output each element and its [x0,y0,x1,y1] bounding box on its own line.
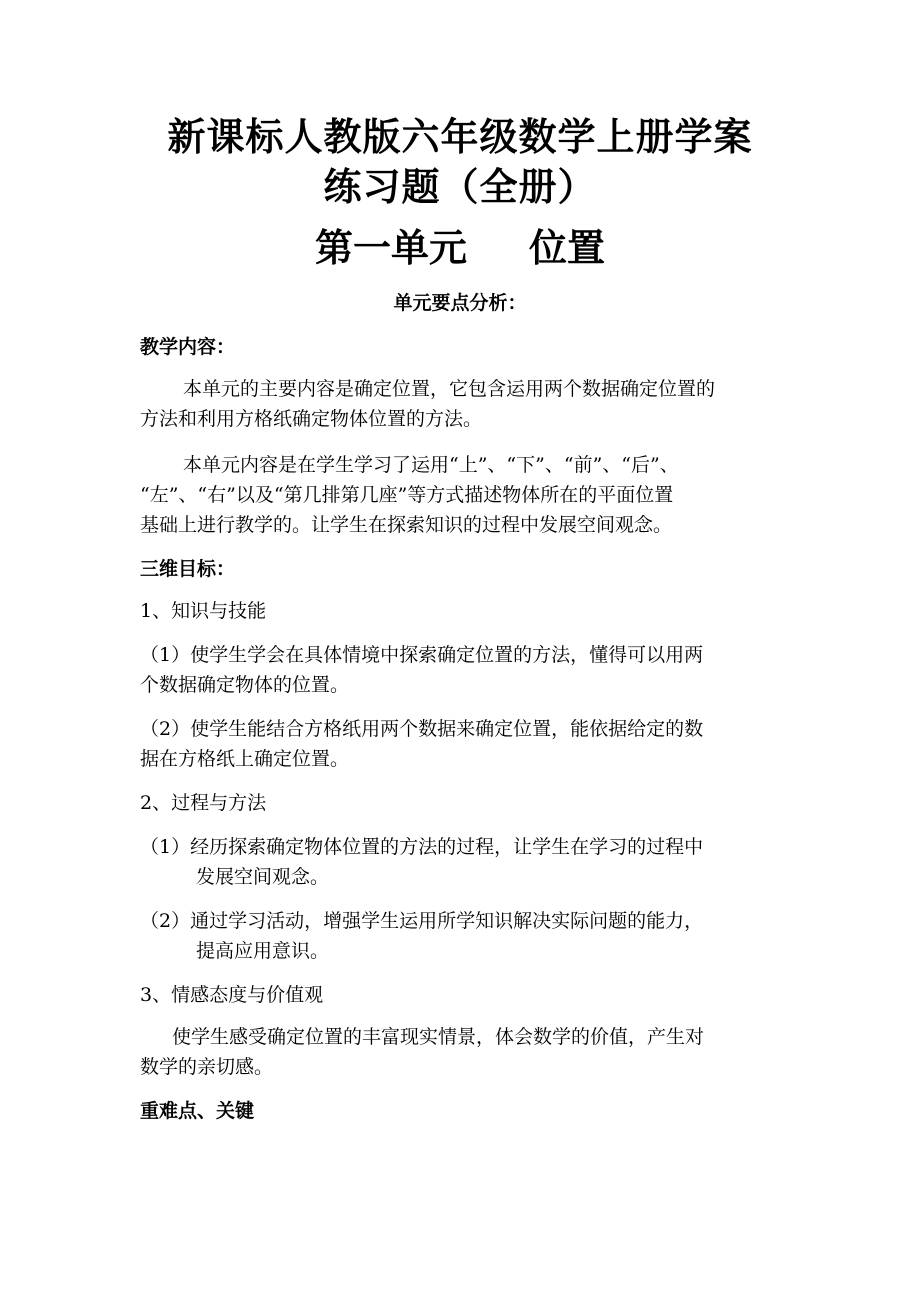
content-paragraph-2-line-1: 本单元内容是在学生学习了运用“上”、“下”、“前”、“后”、 [183,454,679,476]
goal-3-paragraph-line-2: 数学的亲切感。 [140,1056,274,1078]
goal-1-item-2-line-1: （2）使学生能结合方格纸用两个数据来确定位置，能依据给定的数 [140,718,704,740]
document-title-line-2: 练习题（全册） [323,164,597,209]
content-paragraph-2-line-2: “左”、“右”以及“第几排第几座”等方式描述物体所在的平面位置 [140,484,674,506]
goal-1-item-1-line-2: 个数据确定物体的位置。 [140,674,350,696]
content-paragraph-2-line-3: 基础上进行教学的。让学生在探索知识的过程中发展空间观念。 [140,514,673,536]
key-points-heading: 重难点、关键 [140,1100,255,1122]
content-paragraph-1-line-1: 本单元的主要内容是确定位置，它包含运用两个数据确定位置的 [183,378,716,400]
goal-1-item-1-line-1: （1）使学生学会在具体情境中探索确定位置的方法，懂得可以用两 [140,644,704,666]
goal-3-paragraph-line-1: 使学生感受确定位置的丰富现实情景，体会数学的价值，产生对 [172,1026,705,1048]
goal-2-item-2-line-1: （2）通过学习活动，增强学生运用所学知识解决实际问题的能力， [140,910,704,932]
analysis-heading: 单元要点分析： [393,292,527,314]
unit-name: 位置 [529,225,606,270]
goal-2-item-1-line-2: 发展空间观念。 [196,866,330,888]
goal-1-item-2-line-2: 据在方格纸上确定位置。 [140,748,350,770]
goal-3-heading: 3、情感态度与价值观 [140,984,324,1006]
unit-label: 第一单元 [314,225,467,270]
unit-title [0,224,920,272]
goal-2-item-1-line-1: （1）经历探索确定物体位置的方法的过程，让学生在学习的过程中 [140,836,704,858]
content-paragraph-1-line-2: 方法和利用方格纸确定物体位置的方法。 [140,408,483,430]
content-heading: 教学内容： [140,336,236,358]
goal-2-heading: 2、过程与方法 [140,792,267,814]
goal-2-item-2-line-2: 提高应用意识。 [196,940,330,962]
document-title-line-1: 新课标人教版六年级数学上册学案 [167,114,753,159]
goal-1-heading: 1、知识与技能 [140,600,267,622]
goals-heading: 三维目标： [140,558,236,580]
